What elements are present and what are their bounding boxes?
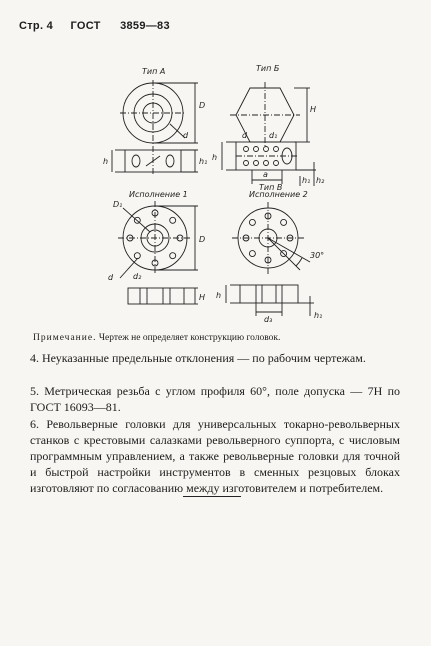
label-d1-typeB: d₁	[269, 131, 278, 140]
label-h1-typeB: h₁	[302, 176, 311, 185]
label-angle: 30°	[310, 251, 325, 260]
label-D1: D₁	[113, 200, 123, 209]
label-h-typeA: h	[103, 157, 109, 166]
label-h2-typeB: h₂	[316, 176, 325, 185]
note-text: Чертеж не определяет конструкцию головок.	[98, 333, 281, 343]
label-a: a	[263, 170, 268, 179]
label-h-exec2: h	[216, 291, 222, 300]
standard-number: 3859—83	[120, 20, 170, 32]
page-number: Стр. 4	[19, 20, 54, 32]
label-d-typeA: d	[183, 131, 189, 140]
label-H-typeB: H	[310, 105, 317, 114]
label-type-a: Тип А	[142, 67, 166, 76]
label-D-exec1: D	[199, 235, 206, 244]
paragraph-6: 6. Револьверные головки для универсальных токарно-револьверных станков с крестовыми салазками револьверного суппорта, с числовым программным управлением, а также револьверные головки для точной и быстрой настройки инструментов в сменных резцовых блоках изготовляют по согласованию между изготовителем и потребителем.	[30, 417, 400, 495]
label-h-typeB: h	[212, 153, 218, 162]
label-d3: d₃	[264, 315, 273, 324]
label-exec1: Исполнение 1	[129, 190, 188, 199]
label-d-typeB: d	[242, 131, 248, 140]
label-exec2: Исполнение 2	[249, 190, 308, 199]
paragraph-4: 4. Неуказанные предельные отклонения — по рабочим чертежам.	[30, 351, 366, 365]
note-lead: Примечание.	[33, 333, 97, 343]
label-d2: d₂	[133, 272, 142, 281]
label-h1-typeA: h₁	[199, 157, 208, 166]
label-h1-exec2: h₁	[314, 311, 323, 320]
label-d-exec1: d	[108, 273, 114, 282]
paragraph-5: 5. Метрическая резьба с углом профиля 60°, поле допуска — 7Н по ГОСТ 16093—81.	[30, 384, 400, 414]
drawing-note	[33, 333, 413, 343]
label-D-typeA: D	[199, 101, 206, 110]
label-H-exec1: H	[199, 293, 206, 302]
standard-name: ГОСТ	[70, 20, 101, 32]
label-type-b: Тип Б	[256, 64, 280, 73]
label-type-v: Тип В	[259, 183, 283, 192]
end-rule	[183, 496, 241, 497]
